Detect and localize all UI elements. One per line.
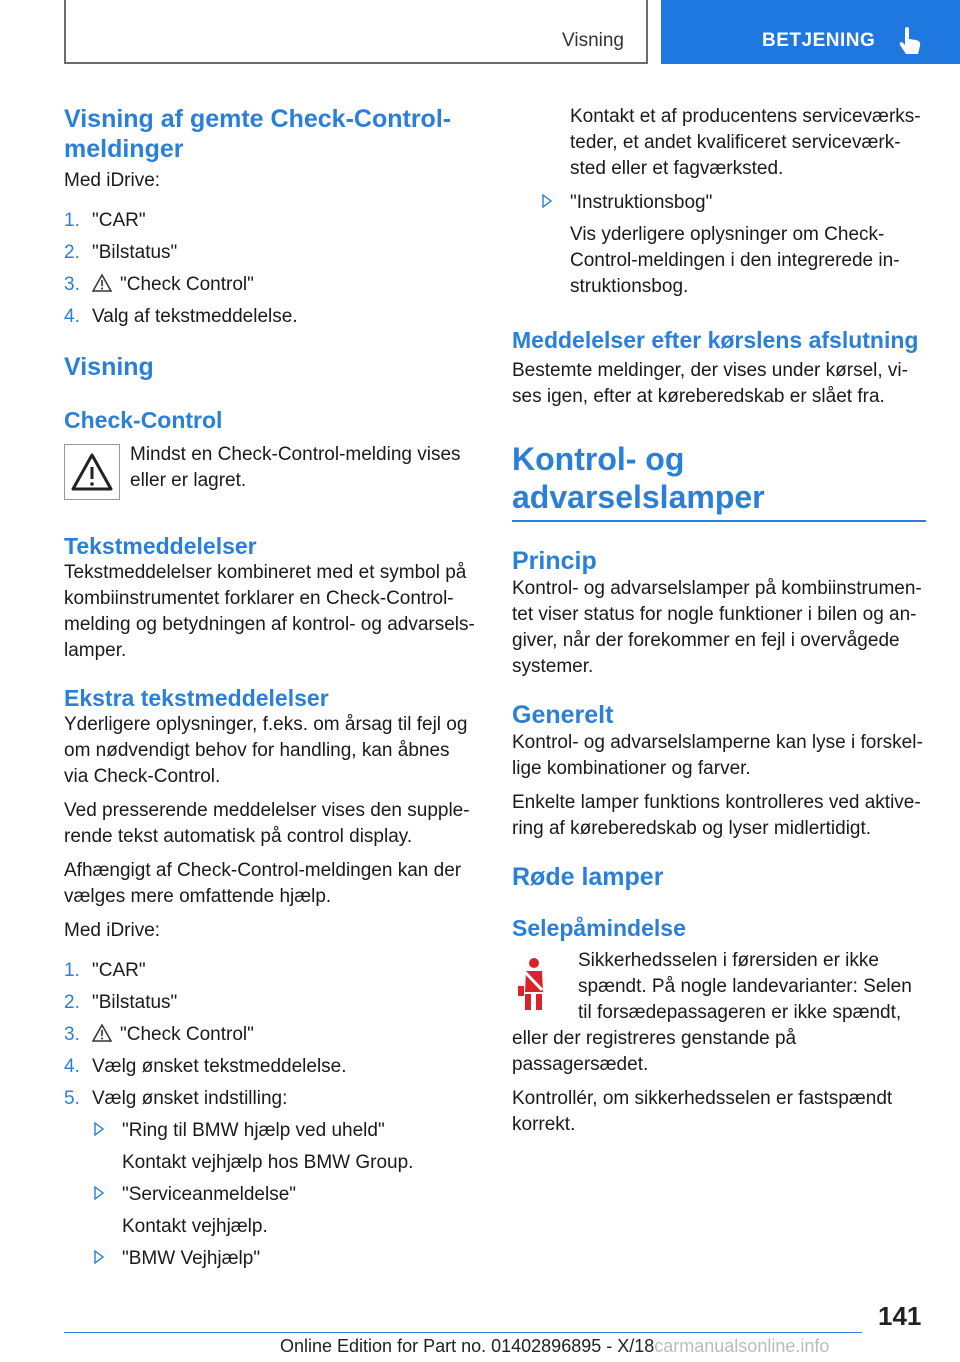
- continued-text: Kontakt et af producentens serviceværks-teder, et andet kvalificeret serviceværk-sted eller et fagværksted.: [570, 106, 921, 179]
- generelt-text-2: Enkelte lamper funktions kontrolleres ved aktive-ring af køreberedskab og lyser midlertidigt.: [512, 792, 921, 839]
- after-text: Bestemte meldinger, der vises under kørsel, vi-ses igen, efter at køreberedskab er slået fra.: [512, 360, 908, 407]
- triangle-bullet-icon: [94, 1250, 104, 1264]
- options-list: [64, 1118, 478, 1272]
- list-item: 1. "CAR": [64, 960, 146, 981]
- list-item: 1. "CAR": [64, 210, 146, 231]
- heading-rode-lamper: Røde lamper: [512, 863, 664, 891]
- heading-saved-check-control: Visning af gemte Check-Control-meldinger: [64, 105, 452, 163]
- option-item: "BMW Vejhjælp": [64, 1246, 478, 1272]
- header-chapter-label: BETJENING: [762, 30, 876, 51]
- heading-visning: Visning: [64, 353, 154, 381]
- triangle-bullet-icon: [94, 1122, 104, 1136]
- extra-text-1: Yderligere oplysninger, f.eks. om årsag til fejl og om nødvendigt behov for handling, kan åbnes via Check-Control.: [64, 714, 468, 787]
- warning-triangle-icon: [92, 274, 112, 292]
- footer-divider: [64, 1332, 862, 1333]
- heading-meddelelser-efter-korsel: Meddelelser efter kørslens afslutning: [512, 327, 919, 353]
- heading-kontrol-advarselslamper: Kontrol- og advarselslamper: [512, 441, 765, 515]
- heading-ekstra-tekstmeddelelser: Ekstra tekstmeddelelser: [64, 685, 329, 711]
- princip-text: Kontrol- og advarselslamper på kombiinstrumen-tet viser status for nogle funktioner i bilen og an-giver, når der forekommer en fejl i overvågede systemer.: [512, 578, 922, 677]
- seatbelt-warning-icon: [512, 956, 554, 1012]
- heading-tekstmeddelelser: Tekstmeddelelser: [64, 533, 257, 559]
- seatbelt-note: [512, 948, 926, 1078]
- left-column: [64, 104, 478, 1278]
- heading-check-control: Check-Control: [64, 407, 223, 433]
- list-item: 2. "Bilstatus": [64, 242, 178, 263]
- list-item: 5. Vælg ønsket indstilling:: [64, 1088, 288, 1109]
- check-control-text: Mindst en Check-Control-melding vises eller er lagret.: [130, 444, 461, 491]
- intro-text-1: Med iDrive:: [64, 170, 161, 191]
- option-item: "Instruktionsbog" Vis yderligere oplysninger om Check-Control-meldingen i den integrerede in-struktionsbog.: [512, 190, 926, 300]
- intro-text-2: Med iDrive:: [64, 920, 161, 941]
- list-item: 3. "Check Control": [64, 1024, 254, 1045]
- footer-edition: [280, 1336, 829, 1357]
- page-number: 141: [878, 1301, 922, 1331]
- seatbelt-text-2: Kontrollér, om sikkerhedsselen er fastspændt korrekt.: [512, 1088, 893, 1135]
- list-item: 4. Valg af tekstmeddelelse.: [64, 306, 298, 327]
- list-item: 4. Vælg ønsket tekstmeddelelse.: [64, 1056, 347, 1077]
- steps-list-1: [64, 208, 478, 330]
- triangle-bullet-icon: [542, 194, 552, 208]
- seatbelt-text: Sikkerhedsselen i førersiden er ikke spændt. På nogle landevarianter: Selen til forsædepassageren er ikke spændt, eller der registreres genstande på passagersædet.: [512, 950, 912, 1075]
- chapter-heading-block: [512, 440, 926, 522]
- option-item: "Serviceanmeldelse" Kontakt vejhjælp.: [64, 1182, 478, 1240]
- header-section-box: [64, 0, 648, 64]
- heading-selepamindelse: Selepåmindelse: [512, 915, 686, 941]
- warning-triangle-icon: [92, 1024, 112, 1042]
- option-item: "Ring til BMW hjælp ved uheld" Kontakt vejhjælp hos BMW Group.: [64, 1118, 478, 1176]
- triangle-bullet-icon: [94, 1186, 104, 1200]
- extra-text-2: Ved presserende meddelelser vises den supple-rende tekst automatisk på control display.: [64, 800, 470, 847]
- heading-princip: Princip: [512, 547, 597, 575]
- warning-triangle-icon: [64, 444, 120, 500]
- header-section-title: Visning: [562, 30, 624, 51]
- header-chapter-tab: [661, 0, 960, 64]
- watermark-text: carmanualsonline.info: [654, 1336, 830, 1356]
- pointing-hand-icon: [897, 26, 923, 56]
- extra-text-3: Afhængigt af Check-Control-meldingen kan der vælges mere omfattende hjælp.: [64, 860, 462, 907]
- list-item: 2. "Bilstatus": [64, 992, 178, 1013]
- steps-list-2: [64, 958, 478, 1112]
- tekstmeddelelser-text: Tekstmeddelelser kombineret med et symbol på kombiinstrumentet forklarer en Check-Control-melding og betydningen af kontrol- og advarsels-lamper.: [64, 562, 475, 661]
- generelt-text-1: Kontrol- og advarselslamperne kan lyse i forskel-lige kombinationer og farver.: [512, 732, 923, 779]
- check-control-note: [64, 442, 478, 506]
- list-item: 3. "Check Control": [64, 274, 254, 295]
- options-list-continued: [512, 190, 926, 300]
- heading-generelt: Generelt: [512, 701, 614, 729]
- edition-text: Online Edition for Part no. 01402896895 - X/18: [280, 1336, 655, 1356]
- right-column: [512, 104, 926, 1146]
